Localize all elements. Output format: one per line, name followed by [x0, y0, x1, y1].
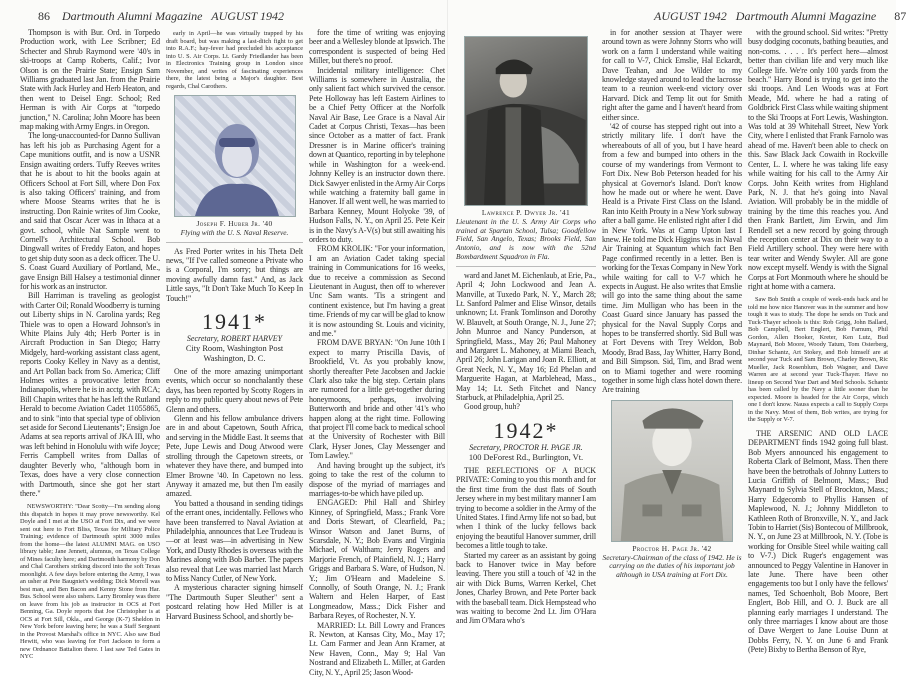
- caption-description: Flying with the U. S. Naval Reserve.: [180, 227, 289, 237]
- page-number: 86: [38, 9, 50, 23]
- class-year: 1941*: [202, 309, 267, 335]
- page-number: 87: [894, 9, 906, 23]
- officer-portrait-icon: [465, 37, 587, 205]
- column-2-bottom: [166, 367, 303, 621]
- caption-name: Lawrence P. Dwyer Jr. '41: [481, 208, 571, 217]
- paragraph: Thompson is with Bur. Ord. in Torpedo Production work, with Lee Scribner; Ed Schecter and Shrub Raymond were '40's in ski-troops at Camp Roberts, Calif.; Ivor Olson is on the Prairie State; Ensign Sam Williams graduated last Jan. from the Prairie State with Jack Hurley and Herb Heaton, and then went to Deisel Engr. School; Red Herman is with Air Corps at "torpedo junction," N. Carolina; John Moore has been map making with Army Engrs. in Oregon.: [20, 28, 160, 132]
- class-secretary: Secretary, PROCTOR H. PAGE JR.: [469, 442, 583, 452]
- paragraph: FROM DAVE BRYAN: "On June 10th I expect to marry Priscilla Davis, of Brookfield, Vt. As you probably know, shortly thereafter Pete Jacobsen and Jackie Clark also take the big step. Certain plans are rumored for a little get-together during honeymoons, perhaps, involving Butterworth and bride and other '41's who happen along at the right time. Following that project I'll come back to medical school at the University of Rochester with Bill Clark, Hyser Jones, Clay Messenger and Tom Lawley.": [309, 338, 445, 461]
- right-column-2: [602, 28, 742, 580]
- column-3-small-text: [748, 296, 888, 424]
- paragraph: early in April—he was virtually trapped by his draft board, but was making a last-ditch fight to get into R.A.F.; hay-fever had precluded his acceptance into U. S. Air Corps. Lt. Gardy Friedlander has been in Electronics Training group in London since November, and writes of fascinating experiences there, the latest being a Major's daughter. Best regards, Chal Carothers.: [166, 30, 303, 90]
- left-column-1: [20, 28, 160, 661]
- caption-description: Secretary-Chairman of the class of 1942. He is carrying on the duties of his important job although in USA training at Fort Dix.: [602, 552, 742, 580]
- divider: [166, 242, 303, 243]
- class-address: Washington, D. C.: [203, 354, 266, 364]
- aviator-portrait-icon: [175, 96, 295, 216]
- caption-name: Joseph F. Huber Jr. '40: [196, 219, 273, 228]
- paragraph: And having brought up the subject, it's going to take the rest of the column to dispose of the myriad of marriages and marriages-to-be which have piled up.: [309, 460, 445, 498]
- paragraph: THE REFLECTIONS OF A BUCK PRIVATE: Coming to you this month and for the first time from the dust flats of South Jersey where in my best military manner I am trying to become a soldier in the Army of the United States. I find Army life not so bad, but when I think of the lucky fellows back enjoying the beautiful Hanover summer, drill becomes a little tough to take.: [456, 465, 596, 551]
- photo-caption-page: [602, 545, 742, 580]
- divider: [456, 266, 596, 267]
- class-heading-1941: [166, 309, 303, 364]
- right-column-1: [456, 28, 596, 626]
- class-address: 100 DeForest Rd., Burlington, Vt.: [468, 452, 584, 462]
- paragraph: One of the more amazing unimportant events, which occur so nonchalantly these days, has been reported by Scotty Rogers in reply to my public query about news of Pete Glenn and others.: [166, 367, 303, 414]
- paragraph: NEWSWORTHY: "Dear Scotty—I'm sending along this dispatch in hopes it may prove newsworthy. Kel Doyle and I met at the USO at Fort Dix, and we were sent out here to Fort Bliss, Texas for Military Police Training; evidence of Dartmouth spirit 3000 miles from the home—the latest ALUMNI MAG. on USO library table; Jane Jennett, alumnus, on Texas College of Mines faculty here; and Dartmouth harmony by Don and Chal Carothers striking discord into the soft Texas moonlight. A few days before entering the Army, I was an usher at Pete Baugniet's wedding; Dick Morrell was best man, and Ben Bacon and Kenny Stone from Har. Bus. School were also ushers. Larry Bromley was there on leave from his job as instructor in OCS at Fort Benning, Ga. Doyle reports that Joe Christopher is at OCS at Fort Sill, Okla., and George (K-7) Sheldon in New York before leaving here; he was a Staff Sergeant in the Provost Marshal's office in NYC. Also saw Bud Hewitt, who was leaving for Fort Jackson to form a new Ordnance Battalion there. I last saw Ted Gates in NYC: [20, 503, 160, 661]
- paragraph: You batted a thousand in sending tidings of the errant ones, incidentally. Fellows who have been transferred to Naval Aviation at Philadelphia, announces that Lee Trudeau is—or at least was—in advertising in New York, and Dusty Rhodes is overseas with the Marines along with Bob Barber. The papers also reveal that Lee was married last March to Miss Nancy Cutler, of New York.: [166, 498, 303, 583]
- column-1-small-text: [20, 503, 160, 661]
- caption-name: Proctor H. Page Jr. '42: [632, 543, 712, 553]
- paragraph: ward and Janet M. Eichenlaub, at Erie, Pa., April 4; John Lockwood and Jean A. Manville, at Tuxedo Park, N. Y., March 28; Lt. Sanford Palmer and Elise Winsor, details unknown; Lt. Frank Tomlinson and Dorothy W. Blauvelt, at South Orange, N. J., June 27; John Munroe and Nancy Punderson, at Springfield, Mass., May 26; Paul Mahoney and Margaret L. Mahoney, at Miami Beach, April 26; John Larigan and Joan R. Elliott, at Great Neck, N. Y., May 16; Ed Phelan and Marguerite Hagan, at Marblehead, Mass., May 14; Lt. Seth Fitchet and Nancy Starbuck, at Philadelphia, April 25.: [456, 270, 596, 403]
- paragraph: As Fred Porter writes in his Theta Delt news, "If I've called someone a Private who is a Corporal, I'm sorry; but things are moving awfully damn fast." And, as Jack Little says, "It Don't Take Much To Keep In Touch!": [166, 246, 303, 303]
- magazine-title: Dartmouth Alumni Magazine: [735, 9, 877, 23]
- paragraph: A mysterious character signing himself "The Dartmouth Super Sleuther" sent a postcard relating how Hed Miller is at Harvard Business School, and shortly be-: [166, 583, 303, 621]
- paragraph: ENGAGED: Phil Hall and Shirley Kinney, of Springfield, Mass.; Frank Vore and Doris Stewart, of Clearfield, Pa.; Winsor Watson and Janet Burns, of Scarsdale, N. Y.; Bob Evans and Virginia Michael, of Waltham; Jerry Rogers and Marjorie French, of Plainfield, N. J.; Harry Griggs and Barbara S. Ware, of Hudson, N. Y.; Jim O'Hearn and Madeleine S. Connolly, of South Orange, N. J.; Frank Waltern and Helen Harper, of East Longmeadow, Mass.; Dick Fisher and Barbara Reyes, of Rochester, N. Y.: [309, 498, 445, 621]
- column-2: [602, 28, 742, 395]
- paragraph: Saw Bob Smith a couple of week-ends back and he told me how nice Hanover was in the summer and how tough it was to study. The dope he sends on Tuck and Tuck-Thayer schools is this: Rob Grigg, John Ballard, Bob Campbell, Bert Englert, Bob Farnum, Phil Gordon, Allen Hooker, Kreter, Ken Lutz, Bud Maynard, Bob Moore, Woody Tatum, Tom Osterberg, Dinhar Schantz, Art Stokey, and Bob himself are at second year Tuck and Sam Brown, Charley Brown, Ric Mueller, Jack Rosenblum, Bob Wagner, and Dave Warren are at second year Tuck-Thayer. Have no lineup on Second Year Dart and Med Schools. Schantz has been called by the Navy a little sooner than he expected. Moore is headed for the Air Corps, which one I don't know. Nauss expects a call to Supply Corps in the Navy. Most of them, Bob writes, are trying for the Supply or V-7.: [748, 296, 888, 424]
- column-2-letter: [166, 30, 303, 90]
- running-head-right: [654, 9, 906, 23]
- paragraph: MARRIED: Lt. Bill Lowry and Frances R. Newton, at Kansas City, Mo., May 17; Lt. Cam Farmer and Jean Ann Kramer, at New Haven, Conn., May 9; Hal Van Nostrand and Elizabeth L. Miller, at Garden City, N. Y., April 25; Jason Wood-: [309, 620, 445, 677]
- paragraph: Glenn and his fellow ambulance drivers are in and about Capetown, South Africa, and serving in the Middle East. It seems that Pete, Jupe Lewis and Doug Atwood were strolling through the Capetown streets, or whatever they have there, and bumped into Elmer Browne '40. In Capetown no less. Anyway it amazed me, but then I'm easily amazed.: [166, 414, 303, 499]
- paragraph: fore the time of writing was enjoying beer and a Wellesley blonde at Ipswich. The correspondent is suspected of being Hed Miller, but there's no proof.: [309, 28, 445, 66]
- paragraph: in for another session at Thayer were around town as were Johnny Storrs who will work on a farm I understand while waiting for call to V-7, Chick Emslie, Hal Eckardt, Dave Teahan, and Joe Wilder to my knowledge stayed around to lead the lacrosse team to a reunion week-end victory over Harvard. Dick and Temp lit out for Smith right after the game and I haven't heard from either since.: [602, 28, 742, 122]
- paragraph: Bill Harriman is traveling as geologist with Carter Oil; Ronald Woodberry is turning out Liberty ships in N. Carolina yards; Reg Thiele was to open a Howard Johnson's in White Plains July 4th; Herb Porter is in Aircraft Production in San Diego; Harry Midgely, hard-working assistant class agent, reports Cooky Kelley in Navy as a dentist, and Art Pollan back from So. America; Cliff Holmes writes a provocative letter from Indianapolis, where he is in acctg. with RCA; Bill Chapin writes that he has left the Rutland Herald to become Aviation Cadet 11055865, and to sink "into that special type of oblivion set aside for Second Lieutenants"; Ensign Joe Adams at sea reports arrival of JKA III, who was left behind in Honolulu with wife Joyce; Ferris Campbell writes from Dallas of daughter Beverly who, "although born in Texas, does have a very close connection with Dartmouth, since she got her start there.": [20, 291, 160, 498]
- running-head-left: [38, 9, 284, 23]
- photo-caption-huber: [166, 220, 303, 238]
- paragraph: with the ground school. Sid writes: "Pretty busy dodging coconuts, bathing beauties, and non-coms. . . . . It's perfect here—almost better than civilian life and very much like College life. We're only 100 yards from the beach." Harry Bond is trying to get into the ski troops. And Len Woods was at Fort Meade, Md. where he had a rating of Goldbrick First Class while waiting shipment to the Ski Troops at Fort Lewis, Washington. Was told at 39 Whitehall Street, New York City, where I enlisted that Frank Farnolo was ahead of me. Haven't been able to check on this. Saw Black Jack Cowaith in Rockville Center, L. I. where he was taking life easy while waiting for his call to the Army Air Corps. John Keith writes from Highland Park, N. J. that he's going into Naval Aviation. Will probably be in the middle of training by the time this reaches you. And then Frank Bartlett, Jim Erwin, and Jim Rendell set a new record by going through the reception center at Dix on their way to a Field Artillery school. They were here with tear writer and Wendy Swyler. All are gone now except myself. Wendy is with the Signal Corps at Fort Monmouth where he should be right at home with a camera.: [748, 28, 888, 291]
- photo-page: [611, 400, 733, 542]
- paragraph: Good group, huh?: [464, 402, 520, 412]
- paragraph: Started my career as an assistant by going back to Hanover twice in May before leaving. There you still a touch of '42 in the air with Dick Burns, Warren Kerkel, Chet Jones, Charley Brown, and Pete Porter back with the baseball team. Dick Hempstead who was waiting to become 2nd Lt. Jim O'Hara and Jim O'Mara who's: [456, 550, 596, 626]
- column-3: [748, 28, 888, 291]
- magazine-title: Dartmouth Alumni Magazine: [62, 9, 203, 23]
- issue-date: AUGUST 1942: [211, 9, 285, 23]
- column-1: [20, 28, 160, 498]
- column-3: [309, 28, 445, 677]
- photo-huber: [174, 95, 296, 217]
- paragraph: '42 of course has stepped right out into a strictly military life. I don't have the whereabouts of all of you, but I have heard from a few and bumped into others in the course of my wanderings from Vermont to Fort Dix. New Bob Peterson headed for his physical at Governor's Island. Don't know how he made out or where he went. Dave Heald is a Private First Class on the Island. Ran into Keith Prouty in a New York subway after a ball game. He enlisted right after I did in New York. Was at Camp Upton last I knew. He told me Dick Higgins was in Naval Air Training at Squantum which fact Ben Page confirmed recently in a letter. Ben is working for the Texas Company in New York while waiting for call to V-7 which he expects in August. He also writes that Emslie will go into the same thing about the same time. Jim Mulligan who has been in the Coast Guard since January has passed the physical for the Naval Supply Corps and hopes to be transferred shortly. Sid Bull was at Fort Devens with Trey Weldon, Bob Moody, Brad Bass, Jay Whitter, Harry Bond, and Bill Simpson. Sid, Tim, and Brad went on to Miami together and were rooming together in some high class hotel down there. Are training: [602, 122, 742, 395]
- paragraph: Incidental military intelligence: Chet Williams is somewhere in Australia, the only salient fact which survived the censor. Pete Holloway has left Eastern Airlines to be a Chief Petty Officer at the Norfolk Naval Air Base, Lee Grace is a Naval Air Cadet at Corpus Christi, Texas—has been since October as a matter of fact. Frank Dressner is in Marine officer's training down at Quantico, reporting in by telephone while in Washington for a week-end. Johnny Kelley is an instructor down there. Dick Sawyer enlisted in the Army Air Corps while watching a fraternity ball game in Hanover. If all went well, he was married to Barbara Kenney, Mount Holyoke '39, of Hudson Falls, N. Y., on April 25. Pete Keir is in the Navy's A-V(s) but still awaiting his orders to duty.: [309, 65, 445, 244]
- paragraph: FROM KROLIK: "For your information, I am an Aviation Cadet taking special training in Communications for 16 weeks, due to receive a commission as Second Lieutenant in August, then off to wherever Unc Sam wants. 'Tis a stringent and continent existence, but I'm having a great time. Friends of my car will be glad to know it is now astounding St. Louis and vicinity, and me.": [309, 244, 445, 338]
- issue-date: AUGUST 1942: [654, 9, 727, 23]
- photo-caption-dwyer: [456, 209, 596, 262]
- class-secretary: Secretary, ROBERT HARVEY: [186, 334, 283, 344]
- paragraph: THE ARSENIC AND OLD LACE DEPARTMENT finds 1942 going full blast. Bob Myers announced his engagement to Roberta Clark of Belmont, Mass. Then there have been the betrothals of Johnny Lutters to Lucia Griffith of Belmont, Mass.; Bud Maynard to Sylvia Stell of Brockton, Mass.; Harry Edgecomb to Phyllis Hansen of Maplewood, N. J.; Johnny Middleton to Kathleen Roth of Bronxville, N. Y., and Jack Tobin to Harriet (Sis) Bontecou of Millbrook, N. Y., on June 23 at Millbrook, N. Y. (Tobe is working for Onsible Steel while waiting call to V-7.) Dick Ruger's engagement was announced to Peggy Valentine in Hanover in late June. There have been other engagements too but I only have the fellows' names, Ted Schoenholt, Bob Moore, Bert Englert, Bob Hill, and O. J. Buck are all planning early marriages I understand. The only three marriages I know about are those of Dave Wergert to Jane Louise Dunn at Dobbs Ferry, N. Y. on June 6 and Frank (Pete) Bixby to Bertha Benson of Rye,: [748, 428, 889, 655]
- photo-dwyer: [464, 36, 588, 206]
- column-1-bottom: [456, 466, 596, 626]
- left-column-3: [309, 28, 445, 677]
- paragraph: The long-unaccounted-for Danno Sullivan has left his job as Purchasing Agent for a Cape munitions outfit, and is now a USNR Ensign awaiting orders. Tuffy Reeves writes that he is about to hit the books again at Officers School at Fort Sill, where Don Fox is also taking Officers' training, and from where Moose Stearns writes that he is instructing. Don Rainie writes of Jim Cooke, and said that Oscar Acer was in Ithaca at a govt. school, while Nat Sample went to Cornell's Architectural School. Bob Dingwall writes of Freddy Eaton, and hopes to get ship duty soon as a deck officer. The U. S. Coast Guard Auxiliary of Portland, Me., gave Ensign Bill Halsey a testimonial dinner for his work as an instructor.: [20, 131, 160, 291]
- class-address: City Room, Washington Post: [185, 344, 284, 354]
- caption-description: Lieutenant in the U. S. Army Air Corps who trained at Spartan School, Tulsa; Goodfellow Field, San Angelo, Texas; Brooks Field, San Antonio, and is now with the 52nd Bombardment Squadron in Fla.: [456, 216, 596, 261]
- left-page: [0, 0, 448, 677]
- right-column-3: [748, 28, 888, 655]
- class-heading-1942: [456, 418, 596, 463]
- column-1: [456, 271, 596, 412]
- column-2-text: [166, 247, 303, 303]
- class-year: 1942*: [493, 417, 559, 443]
- left-column-2: [166, 28, 303, 621]
- soldier-portrait-icon: [612, 401, 732, 541]
- column-3-bottom: [748, 429, 888, 655]
- right-page: [448, 0, 906, 655]
